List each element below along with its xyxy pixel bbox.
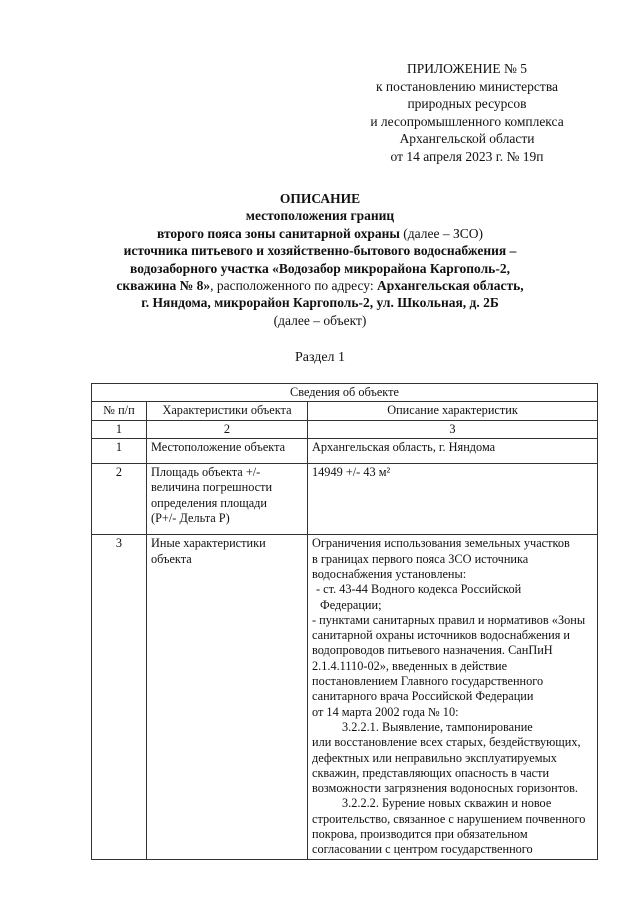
row-desc-line: дефектных или неправильно эксплуатируемых xyxy=(312,750,557,765)
row-desc xyxy=(308,464,598,535)
appendix-line: и лесопромышленного комплекса xyxy=(370,113,564,129)
appendix-header xyxy=(342,60,592,165)
row-name-line: Местоположение объекта xyxy=(151,439,286,454)
row-desc xyxy=(308,438,598,463)
row-name-line: Площадь объекта +/- xyxy=(151,465,261,480)
title-line: источника питьевого и хозяйственно-бытового водоснабжения – xyxy=(123,243,517,259)
title-line-bold: скважина № 8» xyxy=(116,278,211,294)
appendix-line: ПРИЛОЖЕНИЕ № 5 xyxy=(406,61,528,76)
row-desc-line: покрова, производится при обязательном xyxy=(312,827,528,842)
header-cell: Описание характеристик xyxy=(308,402,598,420)
title-line xyxy=(60,225,580,242)
title-line: местоположения границ xyxy=(245,208,395,224)
row-name xyxy=(147,535,308,859)
row-name-line: (Р+/- Дельта Р) xyxy=(151,511,230,526)
row-name xyxy=(147,464,308,535)
document-title xyxy=(60,190,580,329)
table-row xyxy=(92,464,598,535)
row-desc-line: санитарной охраны источников водоснабжения и xyxy=(312,628,570,643)
appendix-line: от 14 апреля 2023 г. № 19п xyxy=(390,148,544,164)
row-desc-line: Ограничения использования земельных участков xyxy=(312,536,570,551)
row-desc-line: водоснабжения установлены: xyxy=(312,566,467,581)
column-number: 3 xyxy=(308,420,598,438)
table-header-row xyxy=(92,402,598,420)
title-line-normal: , расположенного по адресу: xyxy=(210,278,377,294)
title-line xyxy=(60,277,580,294)
column-number-row xyxy=(92,420,598,438)
column-number: 2 xyxy=(147,420,308,438)
row-desc-line: - ст. 43-44 Водного кодекса Российской xyxy=(316,582,522,597)
title-line-bold: Архангельская область, xyxy=(377,278,524,294)
appendix-line: природных ресурсов xyxy=(407,96,527,111)
title-line-normal: (далее – ЗСО) xyxy=(399,225,483,241)
title-line: (далее – объект) xyxy=(273,312,367,328)
row-desc-line: постановлением Главного государственного xyxy=(312,674,544,689)
title-line-bold: второго пояса зоны санитарной охраны xyxy=(156,225,400,241)
row-name xyxy=(147,438,308,463)
row-desc-line: санитарного врача Российской Федерации xyxy=(312,689,534,704)
row-desc-line: 2.1.4.1110-02», введенных в действие xyxy=(312,658,508,673)
row-desc-line: согласовании с центром государственного xyxy=(312,842,533,857)
row-name-line: объекта xyxy=(151,551,192,566)
row-desc-line: от 14 марта 2002 года № 10: xyxy=(312,704,459,719)
title-heading: ОПИСАНИЕ xyxy=(279,191,361,206)
appendix-line: Архангельской области xyxy=(399,131,535,146)
row-desc-line: - пунктами санитарных правил и нормативов «Зоны xyxy=(312,612,586,627)
row-number: 3 xyxy=(92,535,147,859)
row-desc-line: 14949 +/- 43 м² xyxy=(312,465,391,480)
table-row xyxy=(92,535,598,859)
appendix-line: к постановлению министерства xyxy=(375,78,559,94)
row-desc-line: в границах первого пояса ЗСО источника xyxy=(312,551,529,566)
row-desc-line: возможности загрязнения водоносных горизонтов. xyxy=(312,781,578,796)
row-desc-line: или восстановление всех старых, бездействующих, xyxy=(312,735,581,750)
title-line: водозаборного участка «Водозабор микрорайона Каргополь-2, xyxy=(130,260,510,276)
row-name-line: определения площади xyxy=(151,495,268,510)
title-line: г. Няндома, микрорайон Каргополь-2, ул. Школьная, д. 2Б xyxy=(141,295,499,311)
row-desc-line: водопроводов питьевого назначения. СанПиН xyxy=(312,643,553,658)
table-row xyxy=(92,438,598,463)
row-name-line: величина погрешности xyxy=(151,480,273,495)
column-number: 1 xyxy=(92,420,147,438)
row-name-line: Иные характеристики xyxy=(151,536,266,551)
object-info-table xyxy=(91,383,598,860)
header-cell: № п/п xyxy=(92,402,147,420)
header-cell: Характеристики объекта xyxy=(147,402,308,420)
row-desc-line: Архангельская область, г. Няндома xyxy=(312,439,496,454)
row-number: 2 xyxy=(92,464,147,535)
row-desc-line: Федерации; xyxy=(320,597,382,612)
section-heading: Раздел 1 xyxy=(294,350,346,365)
row-desc-line: скважин, представляющих опасность в части xyxy=(312,765,550,780)
row-desc-line: 3.2.2.2. Бурение новых скважин и новое xyxy=(342,796,552,811)
row-desc xyxy=(308,535,598,859)
table-caption-row xyxy=(92,384,598,402)
row-desc-line: 3.2.2.1. Выявление, тампонирование xyxy=(342,719,533,734)
table-caption: Сведения об объекте xyxy=(92,384,598,402)
row-desc-line: строительство, связанное с нарушением почвенного xyxy=(312,811,586,826)
row-number: 1 xyxy=(92,438,147,463)
